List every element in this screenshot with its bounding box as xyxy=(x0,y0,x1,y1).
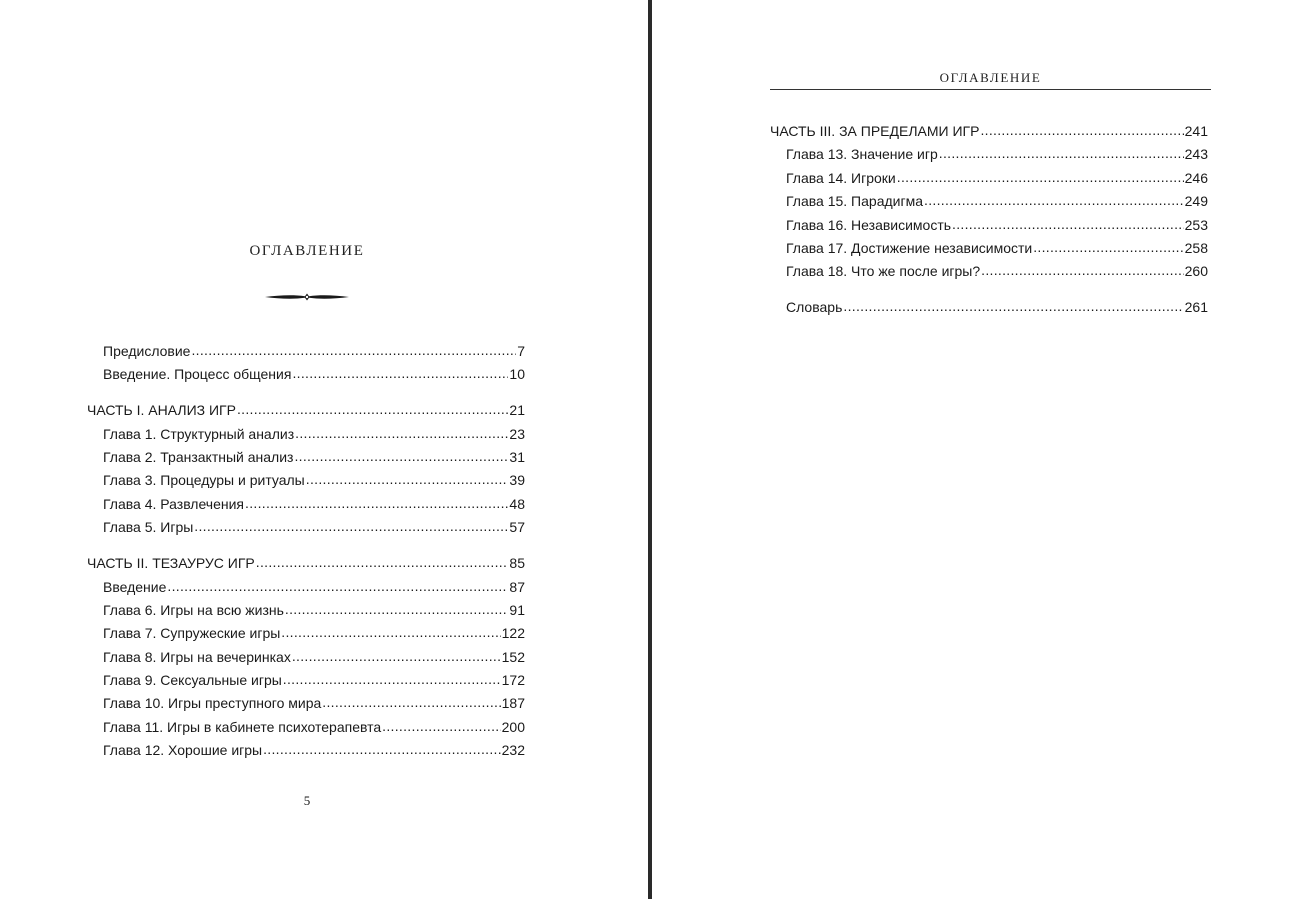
dot-leader xyxy=(194,518,508,532)
toc-entry-page: 258 xyxy=(1184,239,1208,256)
toc-entry-label: Глава 18. Что же после игры? xyxy=(786,263,981,280)
toc-entry-label: Глава 17. Достижение независимости xyxy=(786,239,1033,256)
toc-entry-page: 10 xyxy=(509,366,525,383)
toc-entry[interactable] xyxy=(87,340,525,363)
toc-entry-label: ЧАСТЬ III. ЗА ПРЕДЕЛАМИ ИГР xyxy=(770,123,980,139)
toc-entry-label: Глава 10. Игры преступного мира xyxy=(103,695,322,712)
toc-entry-label: Глава 6. Игры на всю жизнь xyxy=(103,601,284,618)
dot-leader xyxy=(306,471,509,485)
toc-entry[interactable] xyxy=(87,446,525,469)
toc-entry-page: 48 xyxy=(509,495,525,512)
group-spacer xyxy=(770,284,1208,297)
toc-entry-label: Глава 13. Значение игр xyxy=(786,146,938,163)
toc-entry-label: ЧАСТЬ I. АНАЛИЗ ИГР xyxy=(87,402,236,419)
toc-entry-page: 21 xyxy=(509,402,525,419)
flourish-ornament-icon xyxy=(265,292,349,302)
toc-entry-label: Глава 12. Хорошие игры xyxy=(103,742,263,759)
toc-entry[interactable] xyxy=(87,622,525,645)
toc-entry-page: 57 xyxy=(509,519,525,536)
toc-list-right xyxy=(770,120,1208,320)
dot-leader xyxy=(294,448,508,462)
toc-title: ОГЛАВЛЕНИЕ xyxy=(249,243,365,259)
toc-entry[interactable] xyxy=(87,669,525,692)
toc-entry[interactable] xyxy=(87,692,525,715)
toc-entry-page: 39 xyxy=(509,472,525,489)
toc-entry-label: Введение xyxy=(103,578,167,595)
left-page xyxy=(0,0,648,899)
dot-leader xyxy=(167,578,508,592)
toc-entry[interactable] xyxy=(87,493,525,516)
toc-entry-page: 87 xyxy=(509,578,525,595)
toc-entry[interactable] xyxy=(770,190,1208,213)
dot-leader xyxy=(897,169,1184,183)
toc-entry-page: 85 xyxy=(509,555,525,572)
toc-entry-page: 241 xyxy=(1184,123,1208,139)
toc-entry-label: Глава 7. Супружеские игры xyxy=(103,625,281,642)
dot-leader xyxy=(295,425,508,439)
toc-entry-label: Предисловие xyxy=(103,343,191,359)
toc-entry[interactable] xyxy=(770,143,1208,166)
toc-entry-page: 7 xyxy=(517,343,525,359)
dot-leader xyxy=(843,298,1183,312)
group-spacer xyxy=(87,387,525,400)
toc-entry-label: Глава 4. Развлечения xyxy=(103,495,245,512)
toc-entry[interactable] xyxy=(87,469,525,492)
toc-entry-label: Глава 16. Независимость xyxy=(786,216,952,233)
dot-leader xyxy=(237,401,508,415)
toc-entry-page: 152 xyxy=(501,648,525,665)
toc-entry-label: ЧАСТЬ II. ТЕЗАУРУС ИГР xyxy=(87,555,255,572)
toc-entry-label: Глава 8. Игры на вечеринках xyxy=(103,648,291,665)
toc-entry-label: Введение. Процесс общения xyxy=(103,366,292,383)
toc-entry-page: 243 xyxy=(1184,146,1208,163)
dot-leader xyxy=(191,342,516,356)
toc-entry-page: 249 xyxy=(1184,193,1208,210)
toc-entry[interactable] xyxy=(87,739,525,762)
running-head: ОГЛАВЛЕНИЕ xyxy=(939,70,1042,85)
dot-leader xyxy=(1033,239,1183,253)
dot-leader xyxy=(952,216,1184,230)
dot-leader xyxy=(924,192,1184,206)
toc-entry-page: 187 xyxy=(501,695,525,712)
dot-leader xyxy=(382,718,500,732)
toc-entry-page: 122 xyxy=(501,625,525,642)
toc-entry-page: 91 xyxy=(509,601,525,618)
toc-part-heading[interactable] xyxy=(87,552,525,575)
toc-list-left xyxy=(87,340,525,763)
page-number: 5 xyxy=(303,793,311,808)
toc-entry-label: Глава 2. Транзактный анализ xyxy=(103,449,294,466)
toc-entry-page: 23 xyxy=(509,425,525,442)
toc-entry-page: 246 xyxy=(1184,169,1208,186)
toc-entry-label: Глава 11. Игры в кабинете психотерапевта xyxy=(103,718,382,735)
toc-entry-label: Глава 5. Игры xyxy=(103,519,194,536)
toc-entry-page: 260 xyxy=(1184,263,1208,280)
toc-entry-label: Словарь xyxy=(786,299,843,316)
toc-entry-page: 172 xyxy=(501,672,525,689)
dot-leader xyxy=(939,145,1184,159)
toc-entry-label: Глава 15. Парадигма xyxy=(786,193,923,210)
dot-leader xyxy=(256,554,509,568)
toc-entry-page: 261 xyxy=(1184,299,1208,316)
toc-part-heading[interactable] xyxy=(87,399,525,422)
toc-entry[interactable] xyxy=(87,363,525,386)
group-spacer xyxy=(87,540,525,553)
toc-entry-label: Глава 9. Сексуальные игры xyxy=(103,672,282,689)
running-head-rule xyxy=(770,89,1211,90)
toc-entry[interactable] xyxy=(87,646,525,669)
toc-entry-label: Глава 1. Структурный анализ xyxy=(103,425,295,442)
toc-entry[interactable] xyxy=(770,237,1208,260)
toc-entry-page: 31 xyxy=(509,449,525,466)
dot-leader xyxy=(980,122,1183,136)
toc-entry[interactable] xyxy=(87,423,525,446)
toc-entry-label: Глава 3. Процедуры и ритуалы xyxy=(103,472,305,489)
dot-leader xyxy=(281,624,500,638)
toc-entry-label: Глава 14. Игроки xyxy=(786,169,896,186)
toc-entry[interactable] xyxy=(87,576,525,599)
dot-leader xyxy=(245,495,508,509)
toc-entry[interactable] xyxy=(770,214,1208,237)
toc-part-heading[interactable] xyxy=(770,120,1208,143)
toc-entry[interactable] xyxy=(770,167,1208,190)
dot-leader xyxy=(292,365,508,379)
toc-entry-page: 253 xyxy=(1184,216,1208,233)
toc-entry[interactable] xyxy=(770,260,1208,283)
dot-leader xyxy=(322,694,500,708)
dot-leader xyxy=(283,671,501,685)
dot-leader xyxy=(981,262,1184,276)
toc-entry-page: 232 xyxy=(501,742,525,759)
toc-entry-page: 200 xyxy=(501,718,525,735)
toc-entry[interactable] xyxy=(87,599,525,622)
toc-entry[interactable] xyxy=(87,716,525,739)
dot-leader xyxy=(292,648,501,662)
toc-entry[interactable] xyxy=(87,516,525,539)
dot-leader xyxy=(285,601,509,615)
dot-leader xyxy=(263,741,501,755)
toc-entry[interactable] xyxy=(770,296,1208,319)
